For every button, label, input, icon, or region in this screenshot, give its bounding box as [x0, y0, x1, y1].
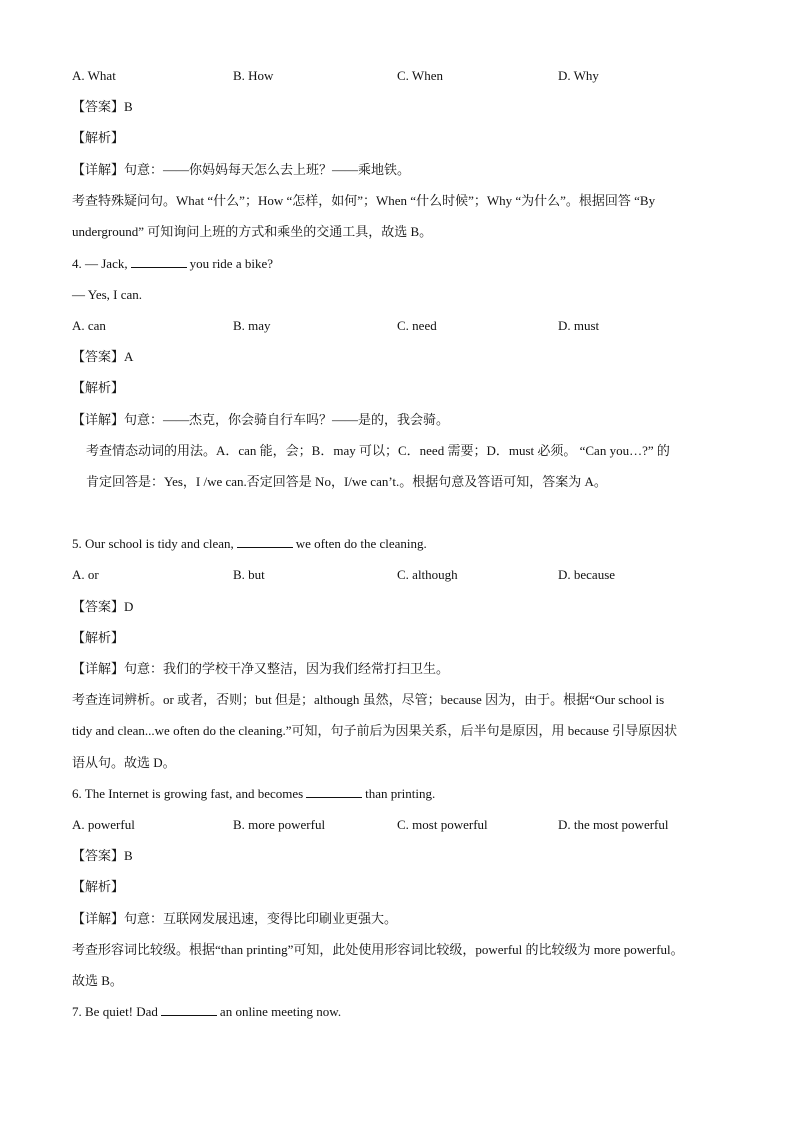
q7-stem-before: 7. Be quiet! Dad — [72, 1004, 158, 1019]
q4-option-a: A. can — [72, 318, 106, 333]
q5-option-c: C. although — [397, 567, 458, 582]
q4-options — [72, 317, 724, 335]
q5-stem-after: we often do the cleaning. — [295, 536, 427, 551]
q6-answer: 【答案】B — [72, 848, 133, 863]
q3-explain-line-1: 考查特殊疑问句。What “什么”；How “怎样，如何”；When “什么时候”；Why “为什么”。根据回答 “By — [72, 193, 656, 208]
q5-option-d: D. because — [558, 567, 616, 582]
q6-explain-line-2: 故选 B。 — [72, 973, 123, 988]
q6-option-c: C. most powerful — [397, 817, 488, 832]
q4-analysis-label: 【解析】 — [72, 380, 125, 395]
q3-options — [72, 67, 724, 85]
q7-stem — [72, 1003, 724, 1021]
q3-detail: 【详解】句意：——你妈妈每天怎么去上班？——乘地铁。 — [72, 162, 411, 177]
q4-explain-line-1: 考查情态动词的用法。A．can 能，会；B．may 可以；C．need 需要；D．must 必须。 “Can you…?” 的 — [86, 443, 670, 458]
q4-stem-after: you ride a bike? — [189, 256, 273, 271]
q5-explain-line-3: 语从句。故选 D。 — [72, 755, 176, 770]
q7-stem-after: an online meeting now. — [219, 1004, 342, 1019]
q5-stem — [72, 535, 724, 553]
q5-option-b: B. but — [233, 567, 265, 582]
q6-stem-after: than printing. — [365, 786, 436, 801]
q5-option-a: A. or — [72, 567, 99, 582]
q6-stem-before: 6. The Internet is growing fast, and becomes — [72, 786, 304, 801]
q6-analysis-label: 【解析】 — [72, 879, 125, 894]
q4-option-b: B. may — [233, 318, 271, 333]
q5-options — [72, 566, 724, 584]
q4-detail: 【详解】句意：——杰克，你会骑自行车吗？——是的，我会骑。 — [72, 412, 450, 427]
q5-blank — [237, 535, 293, 548]
q4-option-d: D. must — [558, 318, 600, 333]
q3-answer: 【答案】B — [72, 99, 133, 114]
q3-analysis-label: 【解析】 — [72, 130, 125, 145]
q5-explain-line-2: tidy and clean...we often do the cleaning.”可知，句子前后为因果关系，后半句是原因，用 because 引导原因状 — [72, 723, 678, 738]
q4-explain-line-2: 肯定回答是：Yes，I /we can.否定回答是 No，I/we can’t.。根据句意及答语可知，答案为 A。 — [86, 474, 607, 489]
q6-option-a: A. powerful — [72, 817, 135, 832]
q7-blank — [161, 1003, 217, 1016]
q4-stem — [72, 255, 724, 273]
q3-option-c: C. When — [397, 68, 443, 83]
q4-blank — [131, 255, 187, 268]
q6-detail: 【详解】句意：互联网发展迅速，变得比印刷业更强大。 — [72, 911, 398, 926]
q6-options — [72, 816, 724, 834]
q4-answer: 【答案】A — [72, 349, 134, 364]
q3-option-b: B. How — [233, 68, 274, 83]
q3-option-d: D. Why — [558, 68, 599, 83]
q6-option-d: D. the most powerful — [558, 817, 669, 832]
q5-stem-before: 5. Our school is tidy and clean, — [72, 536, 234, 551]
q5-analysis-label: 【解析】 — [72, 630, 125, 645]
q3-explain-line-2: underground” 可知询问上班的方式和乘坐的交通工具，故选 B。 — [72, 224, 433, 239]
q4-reply: — Yes, I can. — [72, 287, 143, 302]
q3-option-a: A. What — [72, 68, 116, 83]
q6-blank — [306, 785, 362, 798]
q5-explain-line-1: 考查连词辨析。or 或者，否则；but 但是；although 虽然，尽管；because 因为，由于。根据“Our school is — [72, 692, 665, 707]
q6-stem — [72, 785, 724, 803]
q5-detail: 【详解】句意：我们的学校干净又整洁，因为我们经常打扫卫生。 — [72, 661, 450, 676]
q5-answer: 【答案】D — [72, 599, 134, 614]
q4-option-c: C. need — [397, 318, 437, 333]
q6-explain-line-1: 考查形容词比较级。根据“than printing”可知，此处使用形容词比较级，powerful 的比较级为 more powerful。 — [72, 942, 684, 957]
q4-stem-before: 4. — Jack, — [72, 256, 128, 271]
q6-option-b: B. more powerful — [233, 817, 326, 832]
